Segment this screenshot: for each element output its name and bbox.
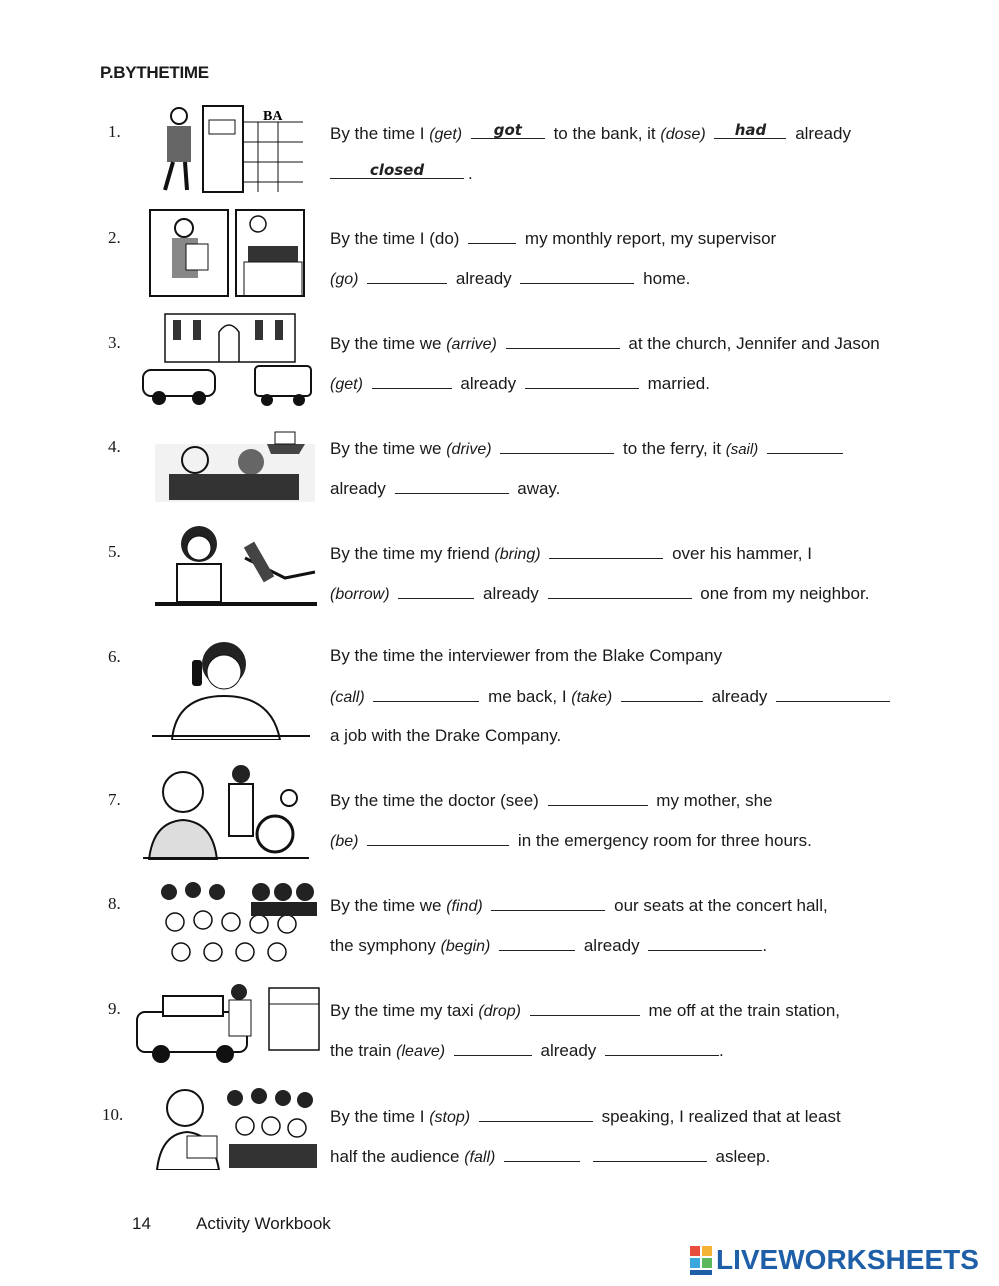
- answer-field[interactable]: [398, 583, 474, 599]
- answer-field[interactable]: had: [714, 123, 786, 139]
- item-9-line-2: the train (leave) already .: [330, 1041, 724, 1060]
- item-1-line-2: closed .: [330, 163, 473, 184]
- illustration-concert: [151, 878, 319, 970]
- item-number: 2.: [108, 228, 121, 247]
- illustration-ferry: [155, 424, 315, 502]
- answer-field[interactable]: [468, 228, 516, 244]
- answer-field[interactable]: closed: [330, 163, 464, 179]
- illustration-church: [137, 312, 319, 410]
- answer-field[interactable]: [530, 1000, 640, 1016]
- answer-field[interactable]: [648, 935, 762, 951]
- section-title: P.BYTHETIME: [100, 63, 209, 82]
- illustration-speaker: [153, 1084, 319, 1170]
- item-4-line-2: already away.: [330, 479, 561, 498]
- page-number: 14: [132, 1214, 151, 1233]
- item-4-line-1: By the time we (drive) to the ferry, it (sail): [330, 438, 847, 460]
- item-8-line-2: the symphony (begin) already .: [330, 936, 768, 955]
- item-number: 6.: [108, 647, 121, 666]
- answer-field[interactable]: [367, 830, 509, 846]
- answer-field[interactable]: [549, 543, 663, 559]
- answer-field[interactable]: [395, 478, 509, 494]
- item-5-line-2: (borrow) already one from my neighbor.: [330, 584, 870, 603]
- illustration-office: [148, 208, 306, 298]
- answer-field[interactable]: [593, 1146, 707, 1162]
- item-3-line-1: By the time we (arrive) at the church, Jennifer and Jason: [330, 334, 880, 353]
- item-6-line-2: (call) me back, I (take) already: [330, 686, 894, 708]
- answer-field[interactable]: [767, 438, 843, 454]
- answer-field[interactable]: [500, 438, 614, 454]
- item-number: 1.: [108, 122, 121, 141]
- answer-field[interactable]: [548, 790, 648, 806]
- answer-field[interactable]: [491, 895, 605, 911]
- answer-field[interactable]: [605, 1040, 719, 1056]
- item-10-line-2: half the audience (fall) asleep.: [330, 1147, 771, 1166]
- answer-field[interactable]: [499, 935, 575, 951]
- item-1-line-1: By the time I (get) got to the bank, it (dose) had already: [330, 121, 851, 143]
- item-number: 3.: [108, 333, 121, 352]
- answer-field[interactable]: [621, 686, 703, 702]
- illustration-taxi: [133, 982, 321, 1064]
- answer-field[interactable]: [525, 373, 639, 389]
- liveworksheets-icon: [690, 1246, 714, 1276]
- liveworksheets-logo: [690, 1244, 990, 1278]
- answer-field[interactable]: [372, 373, 452, 389]
- item-6-line-3: a job with the Drake Company.: [330, 726, 562, 745]
- item-9-line-1: By the time my taxi (drop) me off at the train station,: [330, 1001, 840, 1020]
- svg-text:BA: BA: [263, 109, 283, 124]
- answer-field[interactable]: [520, 268, 634, 284]
- answer-field[interactable]: [776, 686, 890, 702]
- answer-field[interactable]: [454, 1040, 532, 1056]
- answer-field[interactable]: [373, 686, 479, 702]
- item-number: 4.: [108, 437, 121, 456]
- item-6-line-1: By the time the interviewer from the Blake Company: [330, 646, 723, 665]
- brand-name: LIVEWORKSHEETS: [716, 1244, 979, 1275]
- item-number: 8.: [108, 894, 121, 913]
- item-10-line-1: By the time I (stop) speaking, I realized that at least: [330, 1107, 841, 1126]
- item-7-line-2: (be) in the emergency room for three hours.: [330, 831, 812, 850]
- item-number: 9.: [108, 999, 121, 1018]
- item-5-line-1: By the time my friend (bring) over his hammer, I: [330, 544, 812, 563]
- item-number: 5.: [108, 542, 121, 561]
- answer-field[interactable]: [548, 583, 692, 599]
- illustration-phone: [152, 640, 310, 740]
- item-2-line-2: (go) already home.: [330, 269, 691, 288]
- illustration-bank: [143, 102, 305, 194]
- answer-field[interactable]: got: [471, 123, 545, 139]
- answer-field[interactable]: [479, 1106, 593, 1122]
- workbook-title: Activity Workbook: [196, 1214, 331, 1233]
- item-3-line-2: (get) already married.: [330, 374, 710, 393]
- answer-field[interactable]: [506, 333, 620, 349]
- answer-field[interactable]: [504, 1146, 580, 1162]
- illustration-hospital: [143, 762, 309, 860]
- item-8-line-1: By the time we (find) our seats at the concert hall,: [330, 896, 828, 915]
- illustration-hammer: [155, 518, 317, 608]
- item-number: 7.: [108, 790, 121, 809]
- item-2-line-1: By the time I (do) my monthly report, my supervisor: [330, 229, 777, 248]
- item-7-line-1: By the time the doctor (see) my mother, she: [330, 791, 773, 810]
- item-number: 10.: [102, 1105, 124, 1124]
- answer-field[interactable]: [367, 268, 447, 284]
